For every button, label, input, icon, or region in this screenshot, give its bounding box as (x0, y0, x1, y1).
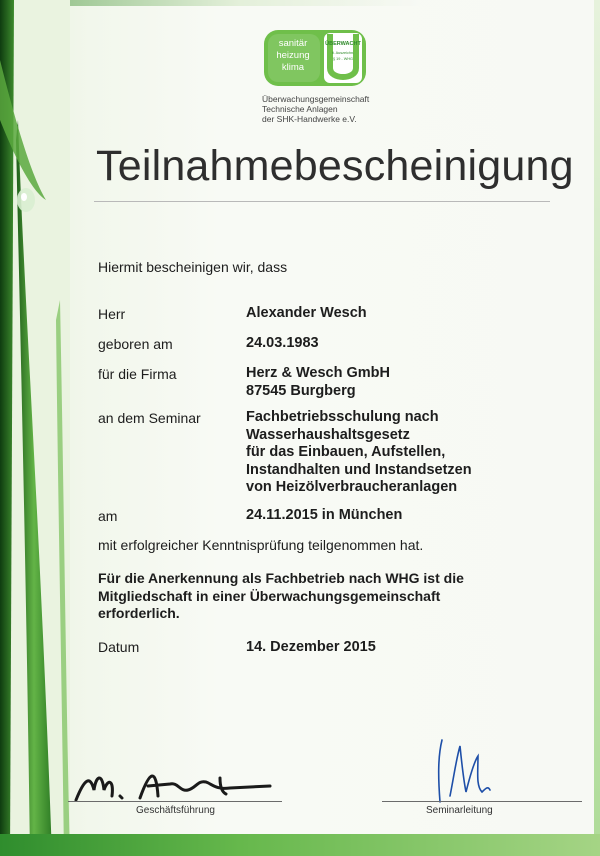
right-edge-decoration (594, 0, 600, 856)
intro-text: Hiermit bescheinigen wir, dass (98, 259, 288, 275)
signature-label-left: Geschäftsführung (136, 805, 215, 816)
seminar-line: Wasserhaushaltsgesetz (246, 426, 410, 443)
top-edge-decoration (0, 0, 600, 6)
birth-label: geboren am (98, 336, 173, 352)
certificate-title: Teilnahmebescheinigung (96, 142, 574, 190)
bottom-edge-decoration (0, 834, 600, 856)
signature-line-right (382, 801, 582, 802)
company-line: 87545 Burgberg (246, 382, 356, 399)
company-label: für die Firma (98, 366, 177, 382)
seminar-line: Fachbetriebsschulung nach (246, 409, 439, 425)
note-line: erforderlich. (98, 605, 180, 621)
organization-line: Technische Anlagen (262, 104, 338, 114)
seminar-value (246, 409, 472, 497)
result-text: mit erfolgreicher Kenntnisprüfung teilgenommen hat. (98, 537, 424, 553)
date-place-label: am (98, 508, 118, 524)
title-divider (94, 201, 550, 202)
birth-date: 24.03.1983 (246, 335, 319, 351)
salutation-label: Herr (98, 306, 126, 322)
signature-line-left (68, 801, 282, 802)
logo-word: sanitär (278, 38, 308, 49)
date-place-value: 24.11.2015 in München (246, 507, 403, 523)
logo-badge-small: § 19 - WHG (332, 57, 354, 61)
signature-left-icon (70, 760, 290, 810)
organization-line: der SHK-Handwerke e.V. (262, 114, 357, 124)
seminar-line: Instandhalten und Instandsetzen (246, 461, 472, 478)
person-name: Alexander Wesch (246, 305, 367, 321)
logo-badge: ÜBERWACHT (325, 41, 361, 47)
logo-word: klima (281, 62, 305, 73)
company-line: Herz & Wesch GmbH (246, 365, 390, 381)
note-line: Für die Anerkennung als Fachbetrieb nach WHG ist die (98, 570, 464, 586)
datum-value: 14. Dezember 2015 (246, 639, 376, 655)
organization-line: Überwachungsgemeinschaft (262, 94, 370, 104)
seminar-line: von Heizölverbraucheranlagen (246, 479, 458, 495)
seminar-line: für das Einbauen, Aufstellen, (246, 444, 446, 460)
logo-badge-small: lt. Auszeichn. (331, 51, 355, 55)
datum-label: Datum (98, 639, 140, 655)
signature-label-right: Seminarleitung (426, 805, 493, 816)
signature-right-icon (420, 726, 500, 806)
organization-name (262, 94, 369, 124)
grass-blade-icon (0, 0, 70, 856)
note-line: Mitgliedschaft in einer Überwachungsgemeinschaft (98, 587, 441, 604)
company-value (246, 365, 390, 400)
shk-logo-icon (264, 30, 366, 86)
recognition-note (98, 570, 464, 623)
seminar-label: an dem Seminar (98, 410, 201, 426)
logo-word: heizung (276, 50, 310, 61)
